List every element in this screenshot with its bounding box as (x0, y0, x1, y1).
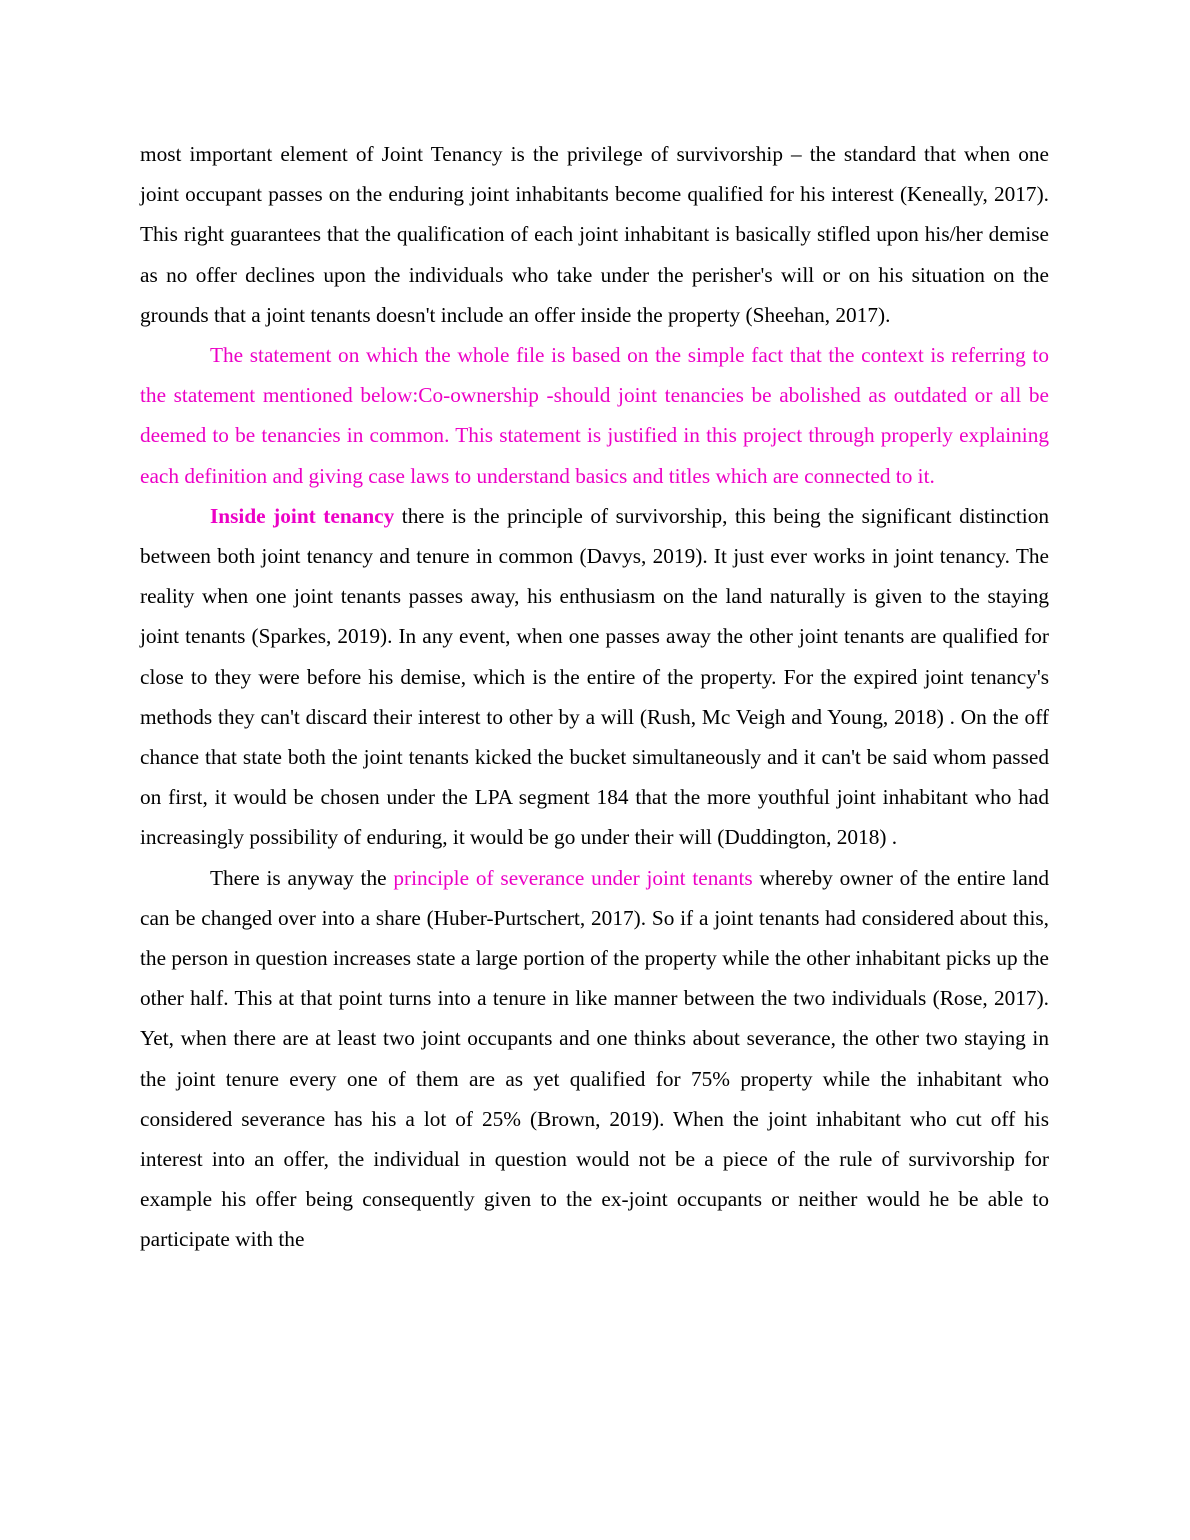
paragraph-severance (140, 858, 1049, 1260)
paragraph-survivorship-intro: most important element of Joint Tenancy is the privilege of survivorship – the standard that when one joint occupant passes on the enduring joint inhabitants become qualified for his interest (Keneally, 2017). This right guarantees that the qualification of each joint inhabitant is basically stifled upon his/her demise as no offer declines upon the individuals who take under the perisher's will or on his situation on the grounds that a joint tenants doesn't include an offer inside the property (Sheehan, 2017). (140, 142, 1049, 327)
paragraph-statement-highlighted: The statement on which the whole file is based on the simple fact that the context is referring to the statement mentioned below:Co-ownership -should joint tenancies be abolished as outdated or all be deemed to be tenancies in common. This statement is justified in this project through properly explaining each definition and giving case laws to understand basics and titles which are connected to it. (140, 343, 1049, 488)
paragraph-inside-joint-tenancy (140, 496, 1049, 858)
document-page (140, 134, 1049, 1260)
paragraph-severance-body: whereby owner of the entire land can be changed over into a share (Huber-Purtschert, 2017). So if a joint tenants had considered about this, the person in question increases state a large portion of the property while the other inhabitant picks up the other half. This at that point turns into a tenure in like manner between the two individuals (Rose, 2017). Yet, when there are at least two joint occupants and one thinks about severance, the other two staying in the joint tenure every one of them are as yet qualified for 75% property while the inhabitant who considered severance has his a lot of 25% (Brown, 2019). When the joint inhabitant who cut off his interest into an offer, the individual in question would not be a piece of the rule of survivorship for example his offer being consequently given to the ex-joint occupants or neither would he be able to participate with the (140, 865, 1049, 1252)
highlight-principle-of-severance: principle of severance under joint tenants (393, 865, 753, 890)
paragraph-severance-lead: There is anyway the (210, 865, 394, 890)
paragraph-inside-joint-tenancy-body: there is the principle of survivorship, this being the significant distinction between both joint tenancy and tenure in common (Davys, 2019). It just ever works in joint tenancy. The reality when one joint tenants passes away, his enthusiasm on the land naturally is given to the staying joint tenants (Sparkes, 2019). In any event, when one passes away the other joint tenants are qualified for close to they were before his demise, which is the entire of the property. For the expired joint tenancy's methods they can't discard their interest to other by a will (Rush, Mc Veigh and Young, 2018) . On the off chance that state both the joint tenants kicked the bucket simultaneously and it can't be said whom passed on first, it would be chosen under the LPA segment 184 that the more youthful joint inhabitant who had increasingly possibility of enduring, it would be go under their will (Duddington, 2018) . (140, 503, 1050, 850)
heading-inside-joint-tenancy: Inside joint tenancy (210, 503, 395, 528)
